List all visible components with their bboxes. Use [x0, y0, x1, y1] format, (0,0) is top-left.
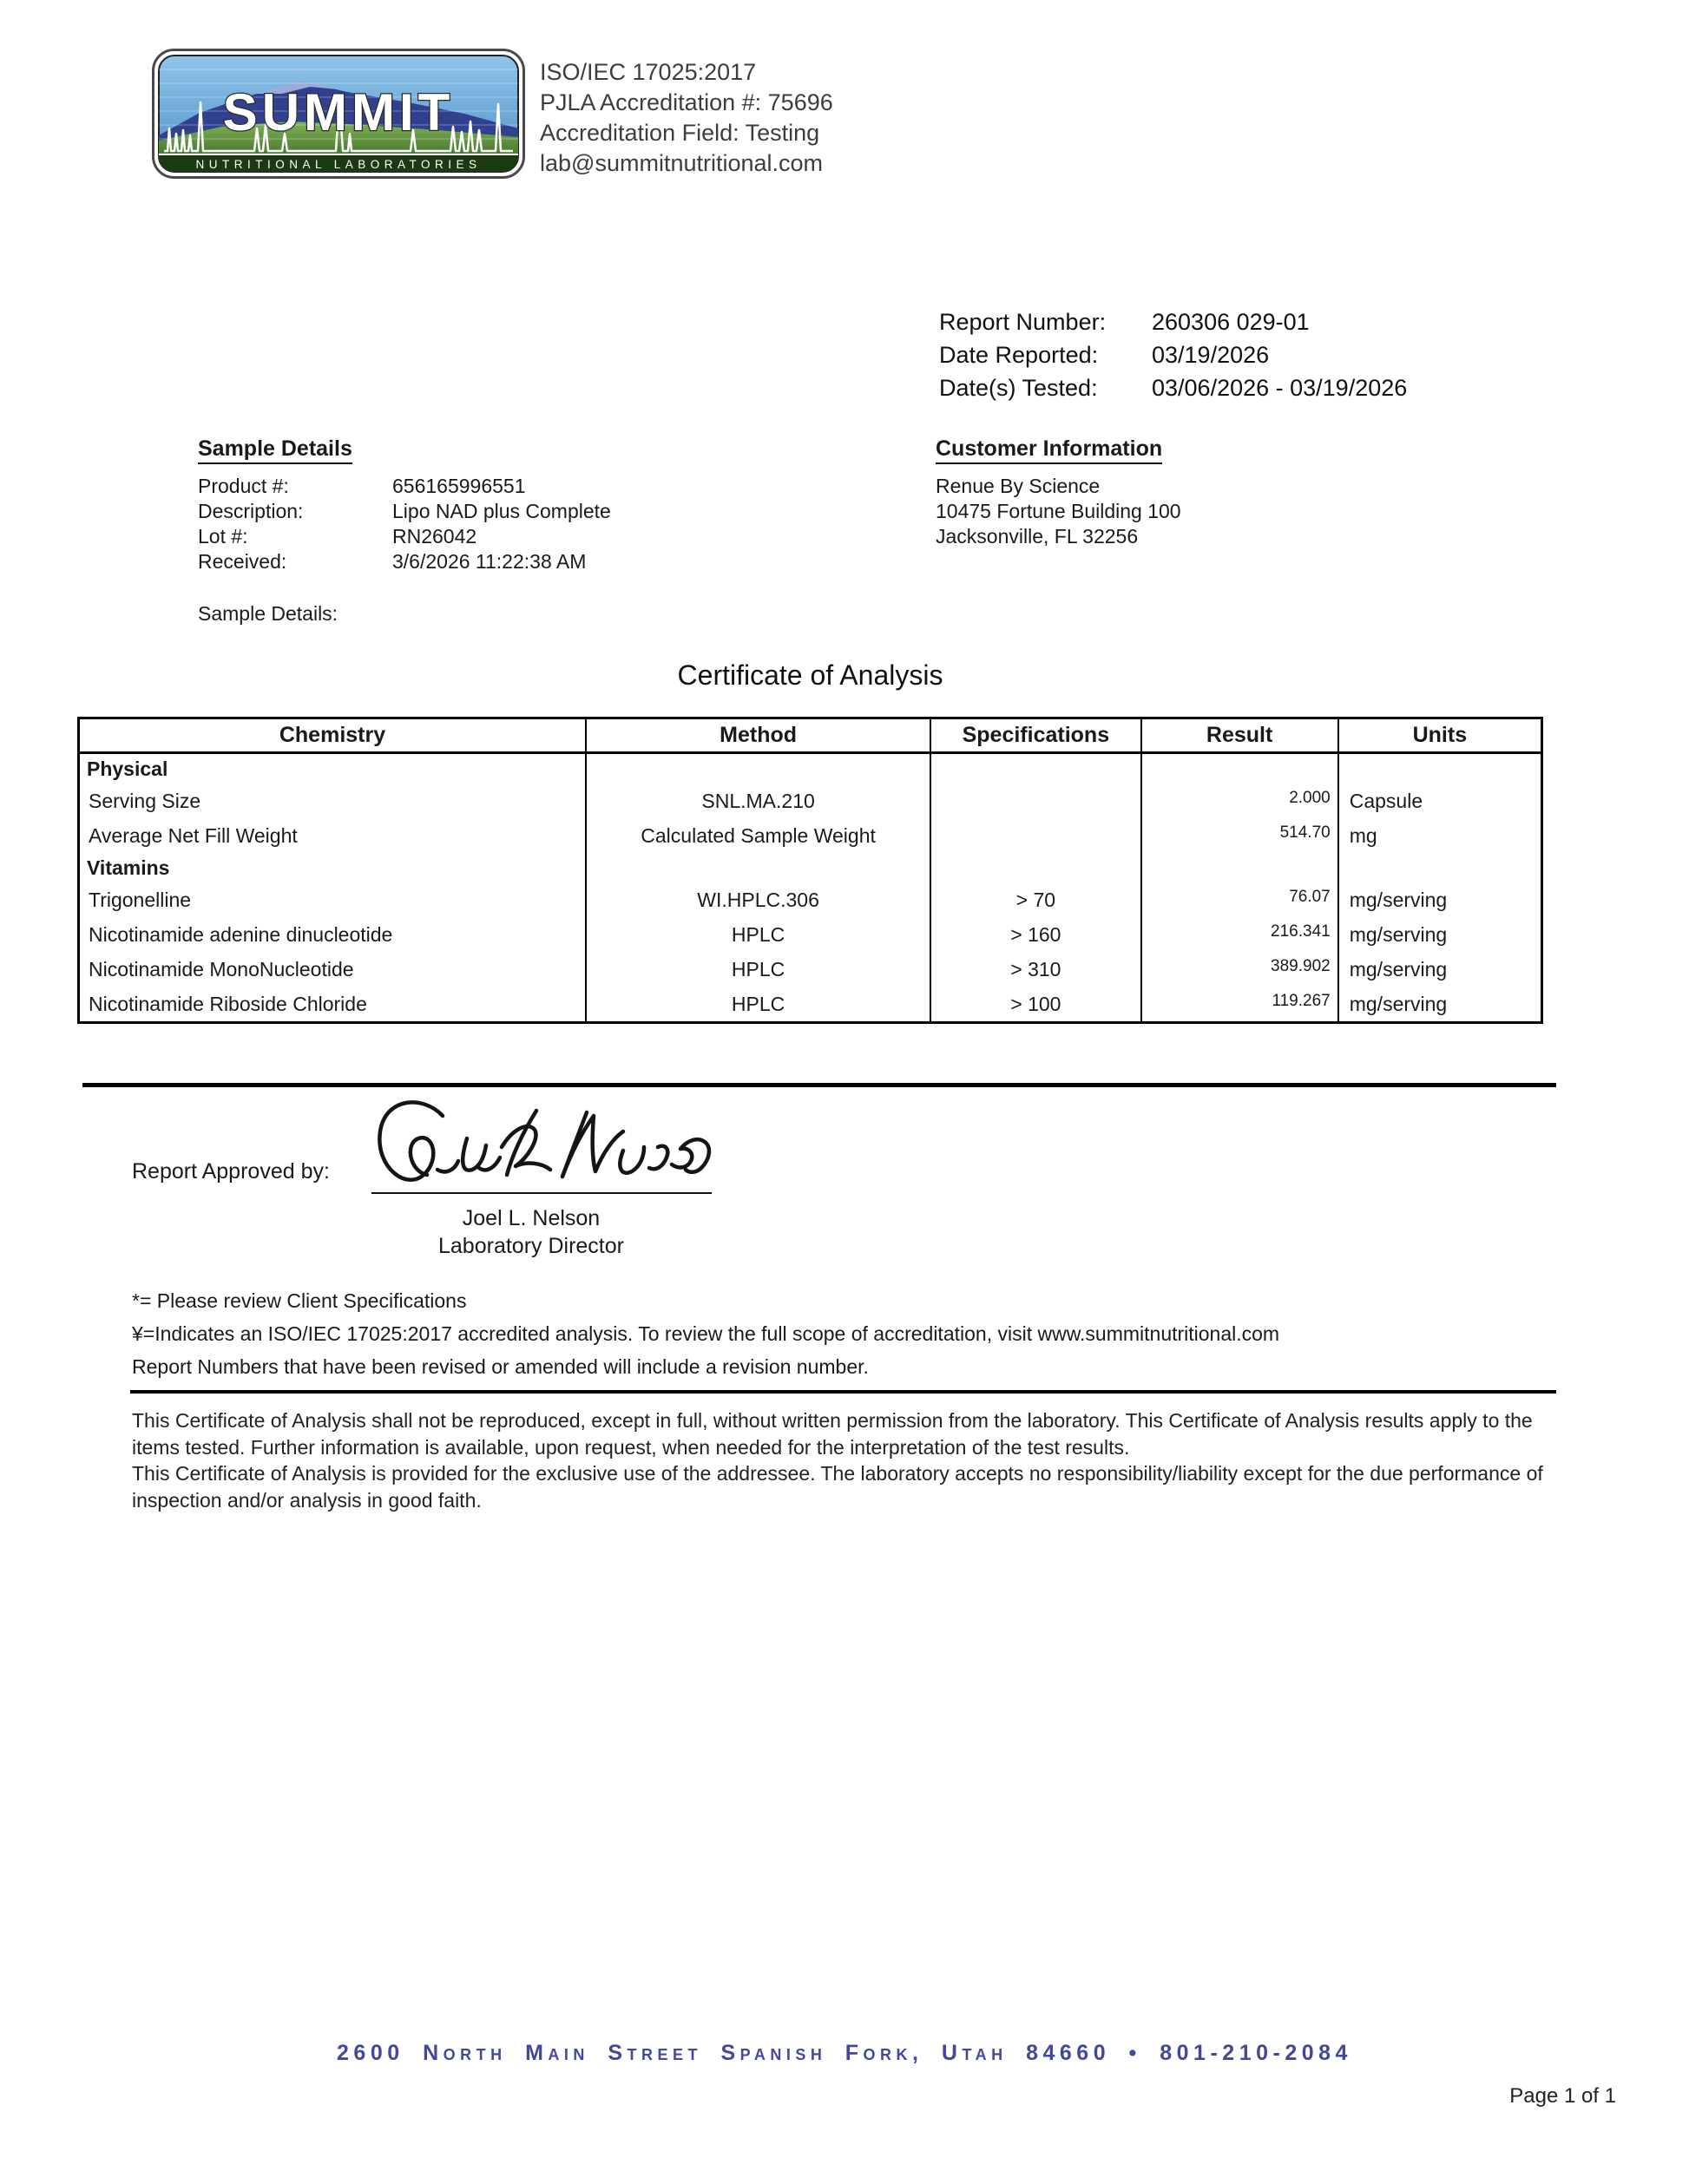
sample-details-extra-label: Sample Details:: [198, 602, 338, 625]
date-reported-row: [939, 338, 1407, 371]
table-cell-method: Calculated Sample Weight: [587, 818, 931, 853]
customer-address-line2: Jacksonville, FL 32256: [936, 525, 1139, 548]
report-number-row: [939, 305, 1407, 338]
sample-details-heading: Sample Details: [198, 436, 352, 464]
certificate-title: Certificate of Analysis: [677, 659, 943, 691]
table-cell-units: Capsule: [1349, 789, 1423, 812]
received-label: Received:: [198, 550, 287, 573]
disclaimer-divider: [130, 1390, 1556, 1394]
product-number-label: Product #:: [198, 475, 289, 497]
lot-number-label: Lot #:: [198, 525, 248, 548]
table-cell-method: HPLC: [587, 917, 931, 952]
customer-name: Renue By Science: [936, 475, 1101, 497]
report-number-value: 260306 029-01: [1152, 309, 1310, 335]
col-header-method: Method: [587, 719, 931, 754]
table-cell-result: 2.000: [1142, 784, 1339, 818]
table-cell-method: HPLC: [587, 987, 931, 1021]
table-cell-result: 389.902: [1142, 952, 1339, 987]
lab-email: lab@summitnutritional.com: [540, 150, 824, 176]
report-number-label: Report Number:: [939, 309, 1107, 335]
date-reported-label: Date Reported:: [939, 342, 1099, 368]
table-cell-units: mg/serving: [1349, 888, 1448, 911]
disclaimer-paragraph-1: This Certificate of Analysis shall not be reproduced, except in full, without written permission from the laboratory. This Certificate of Analysis results apply to the items tested. Further information is available, upon request, when needed for the interpretation of the test results.: [132, 1409, 1533, 1459]
received-row: [198, 549, 611, 574]
customer-address-line1: 10475 Fortune Building 100: [936, 500, 1181, 522]
product-number-row: [198, 474, 611, 499]
disclaimer-block: [132, 1407, 1573, 1513]
table-cell-specifications: > 160: [931, 917, 1141, 952]
sample-details-rows: [198, 474, 611, 574]
logo-tagline: NUTRITIONAL LABORATORIES: [195, 158, 482, 171]
received-value: 3/6/2026 11:22:38 AM: [392, 550, 587, 573]
signature-image: [340, 1086, 722, 1217]
disclaimer-paragraph-2: This Certificate of Analysis is provided for the exclusive use of the addressee. The laboratory accepts no responsibility/liability except for the due performance of inspection and/or analysis in good faith.: [132, 1462, 1543, 1512]
table-cell-result: 216.341: [1142, 917, 1339, 952]
footnote-accredited-analysis: ¥=Indicates an ISO/IEC 17025:2017 accredited analysis. To review the full scope of accreditation, visit www.summitnutritional.com: [132, 1322, 1280, 1345]
page-number: Page 1 of 1: [1509, 2084, 1616, 2108]
footnote-revision: Report Numbers that have been revised or amended will include a revision number.: [132, 1355, 869, 1378]
customer-info-lines: [936, 474, 1181, 549]
accreditation-standard: ISO/IEC 17025:2017: [540, 59, 757, 85]
customer-info-heading: Customer Information: [936, 436, 1162, 464]
table-cell-specifications: > 100: [931, 987, 1141, 1021]
col-header-specifications: Specifications: [931, 719, 1141, 754]
results-table: [77, 717, 1543, 1024]
table-cell-units: mg/serving: [1349, 922, 1448, 946]
table-cell-units: mg/serving: [1349, 957, 1448, 981]
table-cell-chemistry: Average Net Fill Weight: [80, 818, 587, 853]
col-header-result: Result: [1142, 719, 1339, 754]
table-section-label: Vitamins: [80, 853, 587, 882]
table-cell-chemistry: Nicotinamide adenine dinucleotide: [80, 917, 587, 952]
table-cell-result: 76.07: [1142, 882, 1339, 917]
table-cell-method: SNL.MA.210: [587, 784, 931, 818]
table-cell-units: mg: [1349, 823, 1377, 847]
table-cell-result: 514.70: [1142, 818, 1339, 853]
table-cell-units: mg/serving: [1349, 992, 1448, 1015]
accreditation-field: Accreditation Field: Testing: [540, 120, 820, 146]
footnote-client-specs: *= Please review Client Specifications: [132, 1289, 467, 1312]
lot-number-value: RN26042: [392, 525, 477, 548]
table-cell-result: 119.267: [1142, 987, 1339, 1021]
lot-number-row: [198, 524, 611, 549]
table-cell-method: HPLC: [587, 952, 931, 987]
logo-wordmark: SUMMIT: [222, 83, 455, 141]
table-cell-specifications: [931, 784, 1141, 818]
section-divider: [82, 1083, 1556, 1087]
description-row: [198, 499, 611, 524]
description-value: Lipo NAD plus Complete: [392, 500, 611, 522]
approver-title: Laboratory Director: [438, 1234, 624, 1258]
summit-logo-graphic: [152, 49, 525, 179]
col-header-chemistry: Chemistry: [80, 719, 587, 754]
table-cell-chemistry: Nicotinamide MonoNucleotide: [80, 952, 587, 987]
table-cell-method: WI.HPLC.306: [587, 882, 931, 917]
dates-tested-value: 03/06/2026 - 03/19/2026: [1152, 375, 1408, 401]
signature-underline: [371, 1192, 712, 1194]
product-number-value: 656165996551: [392, 475, 526, 497]
report-approved-label: Report Approved by:: [132, 1159, 330, 1184]
approver-name: Joel L. Nelson: [462, 1206, 601, 1230]
table-section-label: Physical: [80, 754, 587, 784]
dates-tested-label: Date(s) Tested:: [939, 375, 1098, 401]
table-cell-chemistry: Serving Size: [80, 784, 587, 818]
accreditation-block: [540, 57, 833, 179]
dates-tested-row: [939, 371, 1407, 404]
table-cell-specifications: [931, 818, 1141, 853]
col-header-units: Units: [1339, 719, 1541, 754]
customer-info-heading-wrap: [936, 436, 1162, 464]
accreditation-number: PJLA Accreditation #: 75696: [540, 89, 833, 115]
description-label: Description:: [198, 500, 304, 522]
summit-logo: [152, 49, 525, 179]
date-reported-value: 03/19/2026: [1152, 342, 1270, 368]
table-cell-chemistry: Nicotinamide Riboside Chloride: [80, 987, 587, 1021]
table-cell-chemistry: Trigonelline: [80, 882, 587, 917]
table-cell-specifications: > 310: [931, 952, 1141, 987]
report-info: [939, 305, 1407, 404]
sample-details-heading-wrap: [198, 436, 352, 464]
table-cell-specifications: > 70: [931, 882, 1141, 917]
lab-address: 2600 North Main Street Spanish Fork, Utah 84660 • 801-210-2084: [337, 2041, 1352, 2065]
